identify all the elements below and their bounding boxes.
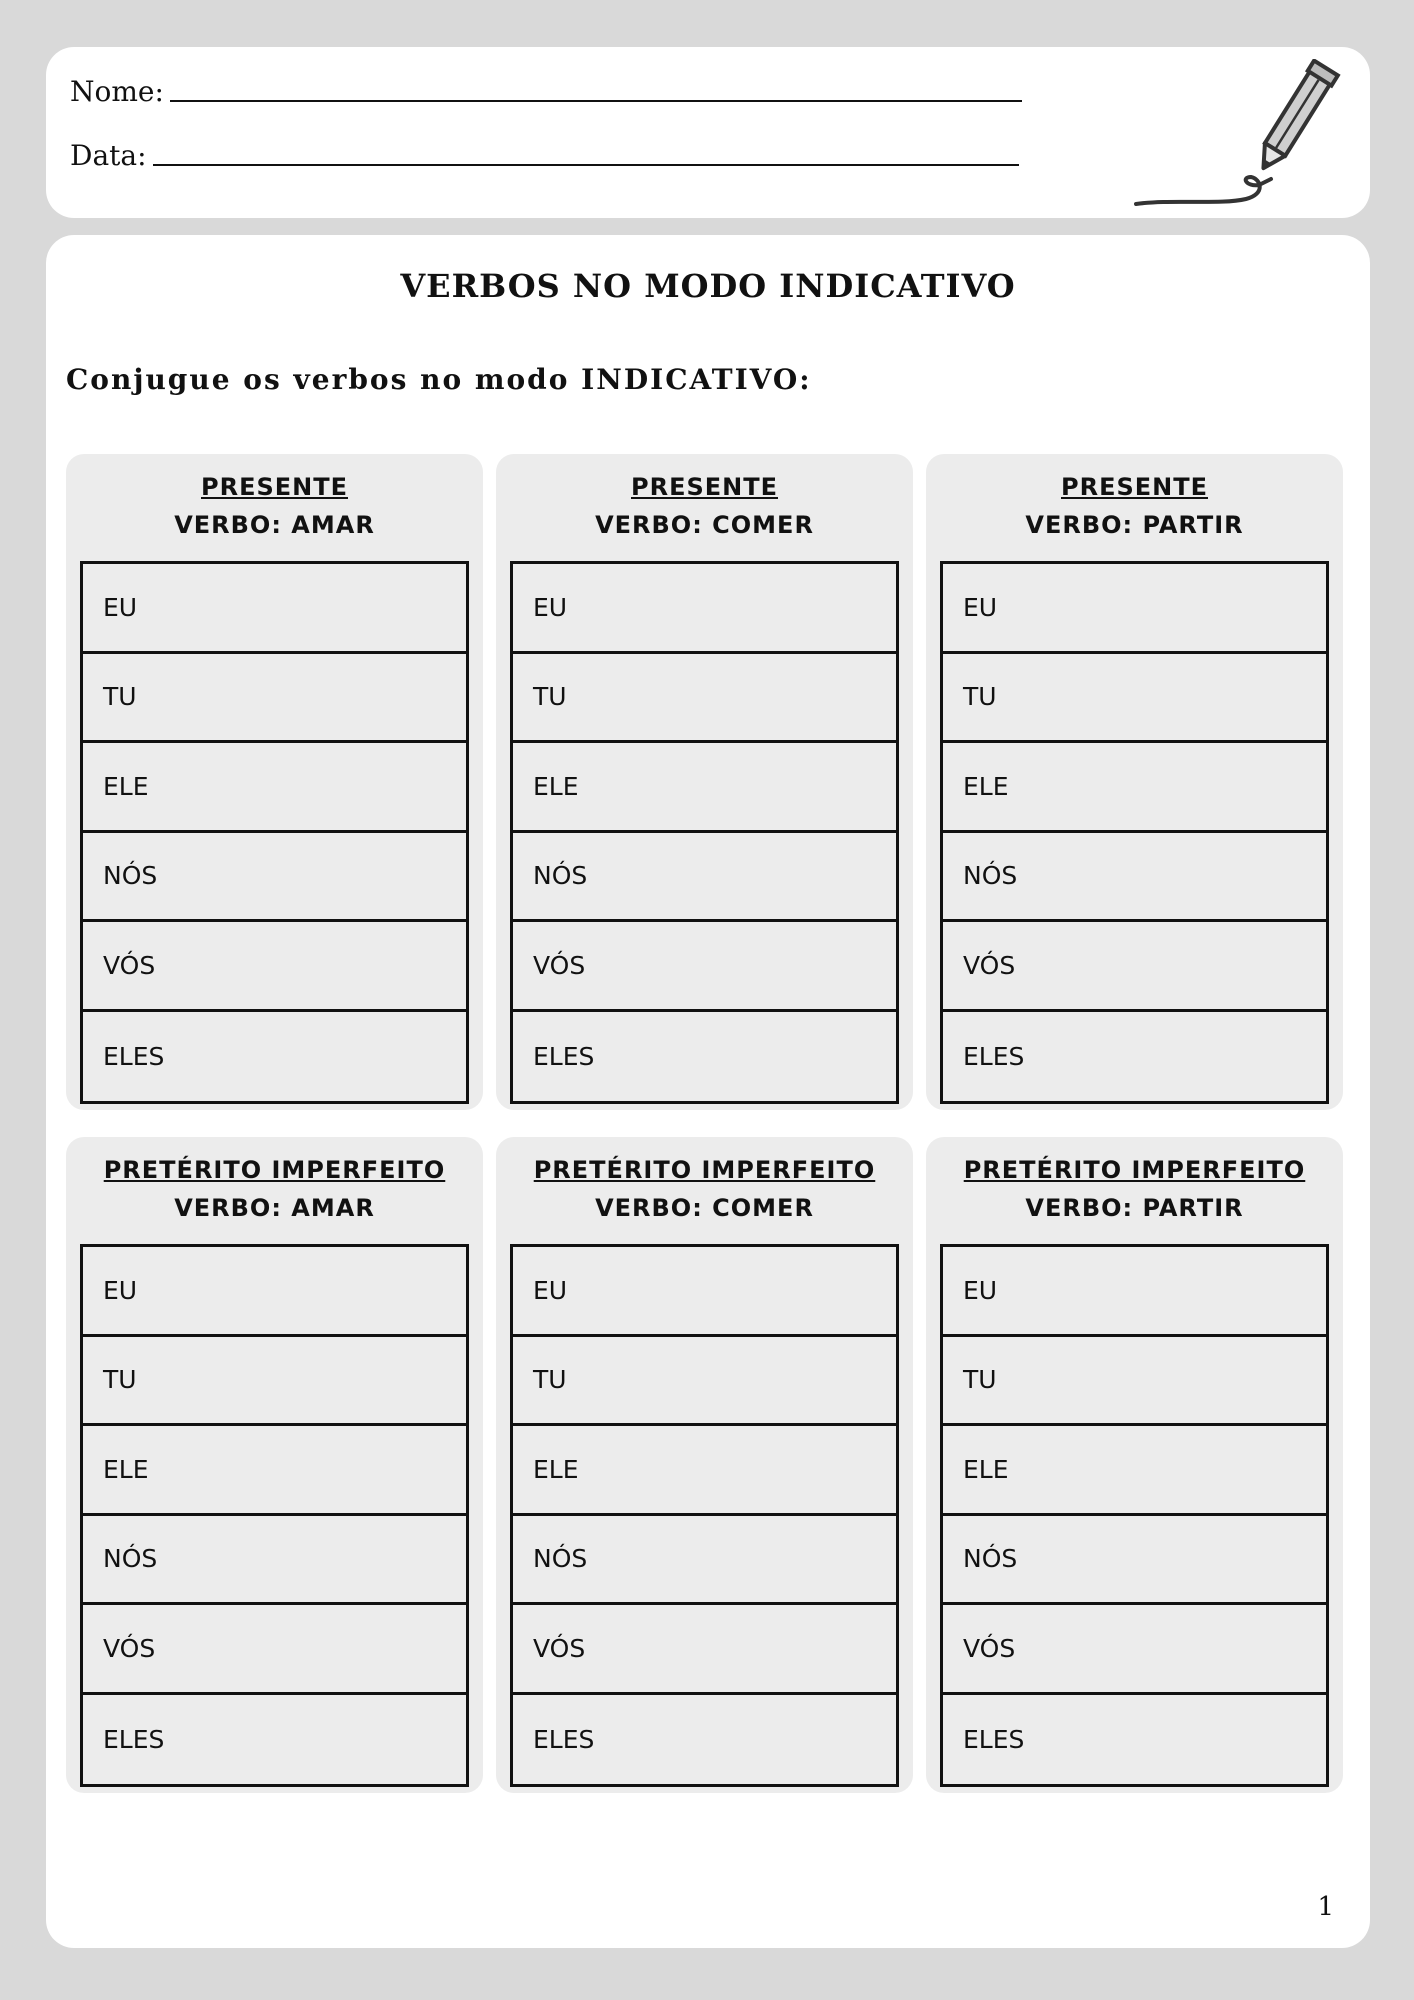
verb-label: VERBO: PARTIR xyxy=(1025,511,1244,539)
pronoun-label: ELES xyxy=(963,1041,1025,1071)
tense-label: PRESENTE xyxy=(631,473,778,501)
pronoun-label: ELE xyxy=(533,1454,579,1484)
pronoun-label: NÓS xyxy=(103,1544,158,1574)
conjugation-row[interactable] xyxy=(943,1516,1326,1606)
panel-header xyxy=(496,1137,913,1227)
panel-header xyxy=(66,454,483,544)
conjugation-row[interactable] xyxy=(943,1695,1326,1785)
conjugation-row[interactable] xyxy=(943,1012,1326,1102)
panel-header xyxy=(926,454,1343,544)
conjugation-row[interactable] xyxy=(513,1012,896,1102)
pronoun-label: TU xyxy=(103,1365,137,1395)
pronoun-label: VÓS xyxy=(103,1633,156,1663)
conjugation-row[interactable] xyxy=(943,1605,1326,1695)
conjugation-panel xyxy=(926,1137,1343,1793)
verb-label: VERBO: COMER xyxy=(595,1194,814,1222)
pronoun-label: ELES xyxy=(963,1724,1025,1754)
conjugation-panel xyxy=(66,454,483,1110)
pronoun-label: EU xyxy=(103,592,138,622)
pronoun-label: ELES xyxy=(103,1724,165,1754)
date-line[interactable] xyxy=(153,164,1019,166)
pronoun-label: ELE xyxy=(963,771,1009,801)
conjugation-row[interactable] xyxy=(83,1426,466,1516)
conjugation-row[interactable] xyxy=(513,1605,896,1695)
pronoun-label: VÓS xyxy=(103,950,156,980)
tense-label: PRESENTE xyxy=(201,473,348,501)
pronoun-label: VÓS xyxy=(533,1633,586,1663)
verb-label: VERBO: AMAR xyxy=(174,1194,375,1222)
conjugation-row[interactable] xyxy=(83,1605,466,1695)
panel-header xyxy=(66,1137,483,1227)
conjugation-row[interactable] xyxy=(943,833,1326,923)
conjugation-row[interactable] xyxy=(83,1695,466,1785)
pronoun-label: TU xyxy=(963,1365,997,1395)
pronoun-label: TU xyxy=(533,1365,567,1395)
conjugation-row[interactable] xyxy=(513,654,896,744)
header-card xyxy=(46,47,1370,218)
conjugation-row[interactable] xyxy=(943,1426,1326,1516)
conjugation-row[interactable] xyxy=(943,564,1326,654)
conjugation-row[interactable] xyxy=(943,654,1326,744)
name-field xyxy=(70,75,1022,108)
pronoun-label: ELES xyxy=(103,1041,165,1071)
pronoun-label: NÓS xyxy=(963,1544,1018,1574)
instruction-text: Conjugue os verbos no modo INDICATIVO: xyxy=(66,363,812,396)
page-title: VERBOS NO MODO INDICATIVO xyxy=(400,267,1016,305)
verb-label: VERBO: AMAR xyxy=(174,511,375,539)
tense-label: PRESENTE xyxy=(1061,473,1208,501)
pronoun-label: NÓS xyxy=(103,861,158,891)
conjugation-row[interactable] xyxy=(83,743,466,833)
conjugation-row[interactable] xyxy=(943,1337,1326,1427)
panel-header xyxy=(496,454,913,544)
panel-header xyxy=(926,1137,1343,1227)
name-label: Nome: xyxy=(70,75,164,108)
conjugation-table xyxy=(510,1244,899,1787)
conjugation-table xyxy=(80,1244,469,1787)
verb-label: VERBO: PARTIR xyxy=(1025,1194,1244,1222)
pronoun-label: ELE xyxy=(103,1454,149,1484)
conjugation-row[interactable] xyxy=(513,1337,896,1427)
conjugation-row[interactable] xyxy=(513,1247,896,1337)
conjugation-row[interactable] xyxy=(83,564,466,654)
pronoun-label: ELE xyxy=(963,1454,1009,1484)
pronoun-label: VÓS xyxy=(533,950,586,980)
date-field xyxy=(70,139,1019,172)
conjugation-row[interactable] xyxy=(83,654,466,744)
conjugation-row[interactable] xyxy=(943,922,1326,1012)
pronoun-label: NÓS xyxy=(963,861,1018,891)
pronoun-label: EU xyxy=(533,592,568,622)
conjugation-table xyxy=(940,561,1329,1104)
pronoun-label: TU xyxy=(533,682,567,712)
tense-label: PRETÉRITO IMPERFEITO xyxy=(533,1156,876,1184)
conjugation-table xyxy=(80,561,469,1104)
conjugation-panel xyxy=(926,454,1343,1110)
pronoun-label: EU xyxy=(963,592,998,622)
conjugation-row[interactable] xyxy=(513,1695,896,1785)
pronoun-label: EU xyxy=(963,1275,998,1305)
conjugation-row[interactable] xyxy=(83,1012,466,1102)
pronoun-label: EU xyxy=(103,1275,138,1305)
conjugation-row[interactable] xyxy=(83,1516,466,1606)
conjugation-row[interactable] xyxy=(943,1247,1326,1337)
pronoun-label: ELE xyxy=(533,771,579,801)
pronoun-label: NÓS xyxy=(533,861,588,891)
conjugation-row[interactable] xyxy=(513,743,896,833)
pencil-icon xyxy=(1131,59,1341,209)
page-number: 1 xyxy=(1317,1892,1334,1922)
tense-label: PRETÉRITO IMPERFEITO xyxy=(963,1156,1306,1184)
conjugation-row[interactable] xyxy=(83,833,466,923)
verb-label: VERBO: COMER xyxy=(595,511,814,539)
pronoun-label: VÓS xyxy=(963,1633,1016,1663)
pronoun-label: EU xyxy=(533,1275,568,1305)
conjugation-row[interactable] xyxy=(513,1426,896,1516)
conjugation-row[interactable] xyxy=(513,833,896,923)
conjugation-panel xyxy=(496,1137,913,1793)
conjugation-panel xyxy=(66,1137,483,1793)
pronoun-label: VÓS xyxy=(963,950,1016,980)
tense-label: PRETÉRITO IMPERFEITO xyxy=(103,1156,446,1184)
conjugation-row[interactable] xyxy=(513,922,896,1012)
name-line[interactable] xyxy=(170,100,1022,102)
pronoun-label: ELE xyxy=(103,771,149,801)
conjugation-row[interactable] xyxy=(83,1247,466,1337)
conjugation-table xyxy=(940,1244,1329,1787)
pronoun-label: ELES xyxy=(533,1724,595,1754)
conjugation-row[interactable] xyxy=(513,1516,896,1606)
pronoun-label: TU xyxy=(963,682,997,712)
date-label: Data: xyxy=(70,139,147,172)
pronoun-label: TU xyxy=(103,682,137,712)
conjugation-row[interactable] xyxy=(943,743,1326,833)
pronoun-label: NÓS xyxy=(533,1544,588,1574)
conjugation-row[interactable] xyxy=(83,922,466,1012)
pronoun-label: ELES xyxy=(533,1041,595,1071)
worksheet-card xyxy=(46,235,1370,1948)
conjugation-row[interactable] xyxy=(83,1337,466,1427)
conjugation-panel xyxy=(496,454,913,1110)
conjugation-table xyxy=(510,561,899,1104)
conjugation-row[interactable] xyxy=(513,564,896,654)
